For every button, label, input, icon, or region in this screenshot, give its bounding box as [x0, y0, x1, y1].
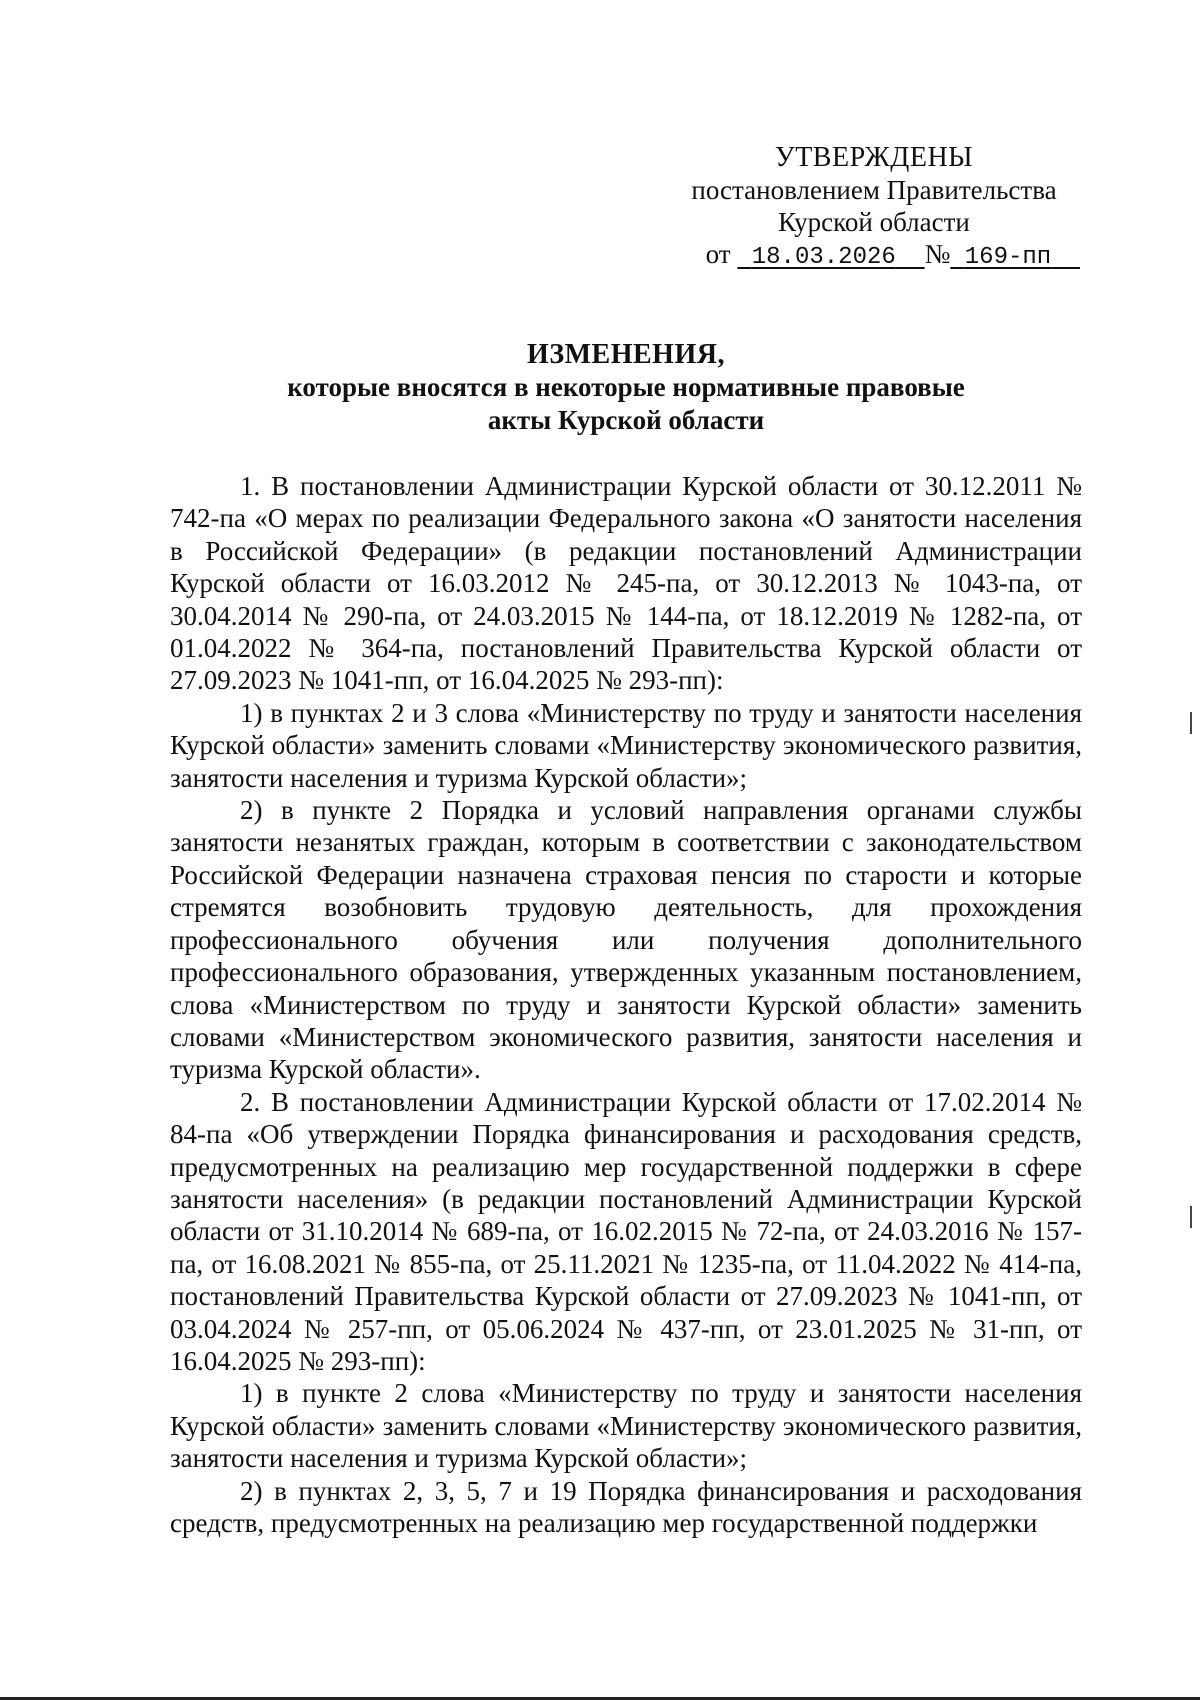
- paragraph-1-item-2: 2) в пункте 2 Порядка и условий направления органами службы занятости незанятых граждан, которым в соответствии с законодательством Российской Федерации назначена страховая пенсия по старости и которые стремятся возобновить трудовую деятельность, для прохождения профессионального обучения или получения дополнительного профессионального образования, утвержденных указанным постановлением, слова «Министерством по труду и занятости Курской области» заменить словами «Министерством экономического развития, занятости населения и туризма Курской области».: [170, 795, 1082, 1085]
- title-subtitle-line1: которые вносятся в некоторые нормативные правовые: [287, 372, 965, 402]
- document-body: [170, 470, 1082, 1539]
- approval-number: 169-пп: [964, 244, 1052, 271]
- paragraph-2-item-2: 2) в пунктах 2, 3, 5, 7 и 19 Порядка финансирования и расходования средств, предусмотренных на реализацию мер государственной поддержки: [170, 1475, 1082, 1538]
- date-prefix: от: [705, 239, 731, 269]
- approval-date: 18.03.2026: [751, 244, 896, 271]
- approval-authority: постановлением Правительства: [691, 175, 1057, 205]
- paragraph-2-item-1: 1) в пункте 2 слова «Министерству по труду и занятости населения Курской области» заменить словами «Министерству экономического развития, занятости населения и туризма Курской области»;: [170, 1378, 1082, 1474]
- paragraph-1-item-1: 1) в пунктах 2 и 3 слова «Министерству по труду и занятости населения Курской области» заменить словами «Министерству экономического развития, занятости населения и туризма Курской области»;: [170, 697, 1082, 793]
- title-main: ИЗМЕНЕНИЯ,: [527, 339, 725, 370]
- approval-heading: УТВЕРЖДЕНЫ: [774, 142, 974, 173]
- approval-stamp-block: [664, 142, 1084, 274]
- approval-date-line: [664, 238, 1084, 274]
- scan-edge-mark: [1190, 1206, 1192, 1228]
- paragraph-1: 1. В постановлении Администрации Курской области от 30.12.2011 № 742-па «О мерах по реализации Федерального закона «О занятости населения в Российской Федерации» (в редакции постановлений Администрации Курской области от 16.03.2012 № 245-па, от 30.12.2013 № 1043-па, от 30.04.2014 № 290-па, от 24.03.2015 № 144-па, от 18.12.2019 № 1282-па, от 01.04.2022 № 364-па, постановлений Правительства Курской области от 27.09.2023 № 1041-пп, от 16.04.2025 № 293-пп):: [170, 471, 1082, 696]
- number-prefix: №: [924, 239, 951, 269]
- document-title: [170, 338, 1082, 437]
- scan-edge-mark: [1190, 712, 1192, 734]
- paragraph-2: 2. В постановлении Администрации Курской области от 17.02.2014 № 84-па «Об утверждении Порядка финансирования и расходования средств, предусмотренных на реализацию мер государственной поддержки в сфере занятости населения» (в редакции постановлений Администрации Курской области от 31.10.2014 № 689-па, от 16.02.2015 № 72-па, от 24.03.2016 № 157-па, от 16.08.2021 № 855-па, от 25.11.2021 № 1235-па, от 11.04.2022 № 414-па, постановлений Правительства Курской области от 27.09.2023 № 1041-пп, от 03.04.2024 № 257-пп, от 05.06.2024 № 437-пп, от 23.01.2025 № 31-пп, от 16.04.2025 № 293-пп):: [170, 1086, 1082, 1376]
- title-subtitle-line2: акты Курской области: [487, 405, 765, 435]
- approval-region: Курской области: [778, 207, 970, 237]
